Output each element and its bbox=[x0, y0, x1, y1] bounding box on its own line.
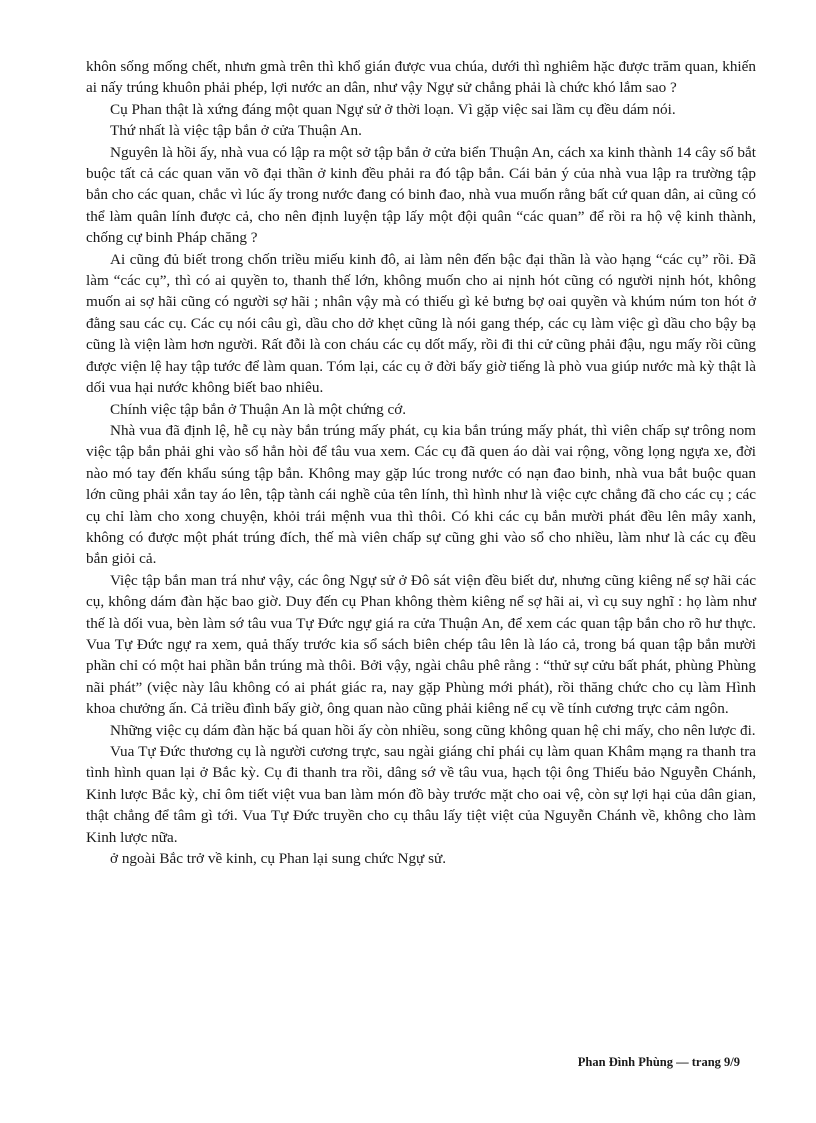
paragraph-5: Ai cũng đủ biết trong chốn triều miếu kinh đô, ai làm nên đến bậc đại thần là vào hạng “các cụ” rồi. Đã làm “các cụ”, thì có ai quyền to, thanh thế lớn, không muốn cho ai nịnh hót cũng có người nịnh hót, không muốn ai sợ hãi cũng có người sợ hãi ; nhân vậy mà có thiếu gì kẻ bưng bợ oai quyền và khúm núm ton hót ở đằng sau các cụ. Các cụ nói câu gì, dầu cho dở khẹt cũng là nói gang thép, các cụ làm việc gì dầu cho bậy bạ cũng là viện làm hơn người. Rất đỗi là con cháu các cụ dốt mấy, rồi đi thi cử cũng phải đậu, ngu mấy rồi cũng được viện lệ hay tập tước để làm quan. Tóm lại, các cụ ở đời bấy giờ tiếng là phò vua giúp nước mà kỳ thật là dối vua hại nước không biết bao nhiêu. bbox=[86, 250, 756, 397]
page-footer: Phan Đình Phùng — trang 9/9 bbox=[577, 1055, 740, 1069]
page-body bbox=[86, 56, 756, 869]
paragraph-10: Vua Tự Đức thương cụ là người cương trực, sau ngài giáng chỉ phái cụ làm quan Khâm mạng ra thanh tra tình hình quan lại ở Bắc kỳ. Cụ đi thanh tra rồi, dâng sớ về tâu vua, hạch tội ông Thiếu bảo Nguyễn Chánh, Kinh lược Bắc kỳ, chỉ ôm tiết việt vua ban làm món đồ bày trước mặt cho oai vệ, còn sự lợi hại của dân gian, thật chẳng để tâm gì tới. Vua Tự Đức truyền cho cụ thâu lấy tiệt việt của Nguyễn Chánh về, không cho làm Kinh lược nữa. bbox=[86, 743, 756, 846]
paragraph-2: Cụ Phan thật là xứng đáng một quan Ngự sử ở thời loạn. Vì gặp việc sai lầm cụ đều dám nói. bbox=[110, 100, 676, 118]
paragraph-8: Việc tập bắn man trá như vậy, các ông Ngự sử ở Đô sát viện đều biết dư, nhưng cũng kiêng nể sợ hãi các cụ, không dám đàn hặc bao giờ. Duy đến cụ Phan không thèm kiêng nể sợ hãi ai, vì cụ suy nghĩ : họ làm như thế là dối vua, bèn làm sớ tâu vua Tự Đức ngự giá ra cửa Thuận An, để xem các quan tập bắn cho rõ hư thực. Vua Tự Đức ngự ra xem, quả thấy trước kia sổ sách biên chép tâu lên là láo cả, trong bá quan tập bắn mười phần chỉ có một hai phần bắn trúng mà thôi. Bởi vậy, ngài châu phê rằng : “thử sự cửu bất phát, phùng Phùng nãi phát” (việc này lâu không có ai phát giác ra, nay gặp Phùng mới phát), rồi thăng chức cho cụ làm Hình khoa chưởng ấn. Cả triều đình bấy giờ, ông quan nào cũng phải kiêng nể cụ về tính cương trực cảm ngôn. bbox=[86, 571, 756, 718]
paragraph-3: Thứ nhất là việc tập bắn ở cửa Thuận An. bbox=[110, 122, 362, 140]
paragraph-9: Những việc cụ dám đàn hặc bá quan hồi ấy còn nhiều, song cũng không quan hệ chi mấy, cho nên lược đi. bbox=[110, 721, 756, 739]
paragraph-6: Chính việc tập bắn ở Thuận An là một chứng cớ. bbox=[110, 400, 407, 418]
paragraph-11: ở ngoài Bắc trở về kinh, cụ Phan lại sung chức Ngự sử. bbox=[110, 850, 447, 868]
paragraph-7: Nhà vua đã định lệ, hễ cụ này bắn trúng mấy phát, cụ kia bắn trúng mấy phát, thì viên chấp sự trông nom việc tập bắn phải ghi vào sổ hẳn hòi để tâu vua xem. Các cụ đã quen áo dài vai rộng, võng lọng ngựa xe, đời nào mó tay đến khẩu súng tập bắn. Không may gặp lúc trong nước có nạn đao binh, nhà vua bắt buộc quan lớn cũng phải xắn tay áo lên, tập tành cái nghề của tên lính, thì hình như là việc cực chẳng đã cho các cụ ; các cụ chỉ làm cho xong chuyện, khỏi trái mệnh vua thì thôi. Có khi các cụ bắn mười phát đều lên mây xanh, không có được một phát trúng đích, thế mà viên chấp sự cũng ghi vào sổ cho nhiều, làm như là các cụ đều bắn giỏi cả. bbox=[86, 421, 756, 568]
paragraph-1: khôn sống mống chết, nhưn gmà trên thì khổ gián được vua chúa, dưới thì nghiêm hặc được trăm quan, khiến ai nấy trúng khuôn phải phép, lợi nước an dân, như vậy Ngự sử chẳng phải là chức khó lắm sao ? bbox=[86, 58, 756, 97]
paragraph-4: Nguyên là hồi ấy, nhà vua có lập ra một sở tập bắn ở cửa biển Thuận An, cách xa kinh thành 14 cây số bắt buộc tất cả các quan văn võ đại thần ở kinh đều phải ra đó tập bắn. Cái bản ý của nhà vua lập ra trường tập bắn cho các quan, chắc vì lúc ấy trong nước đang có binh đao, nhà vua muốn rằng bất cứ quan dân, ai cũng có thể làm quân lính được cả, cho nên định luyện tập lấy một đội quân “các quan” để rồi ra hộ vệ kinh thành, chống cự binh Pháp chăng ? bbox=[86, 143, 756, 247]
